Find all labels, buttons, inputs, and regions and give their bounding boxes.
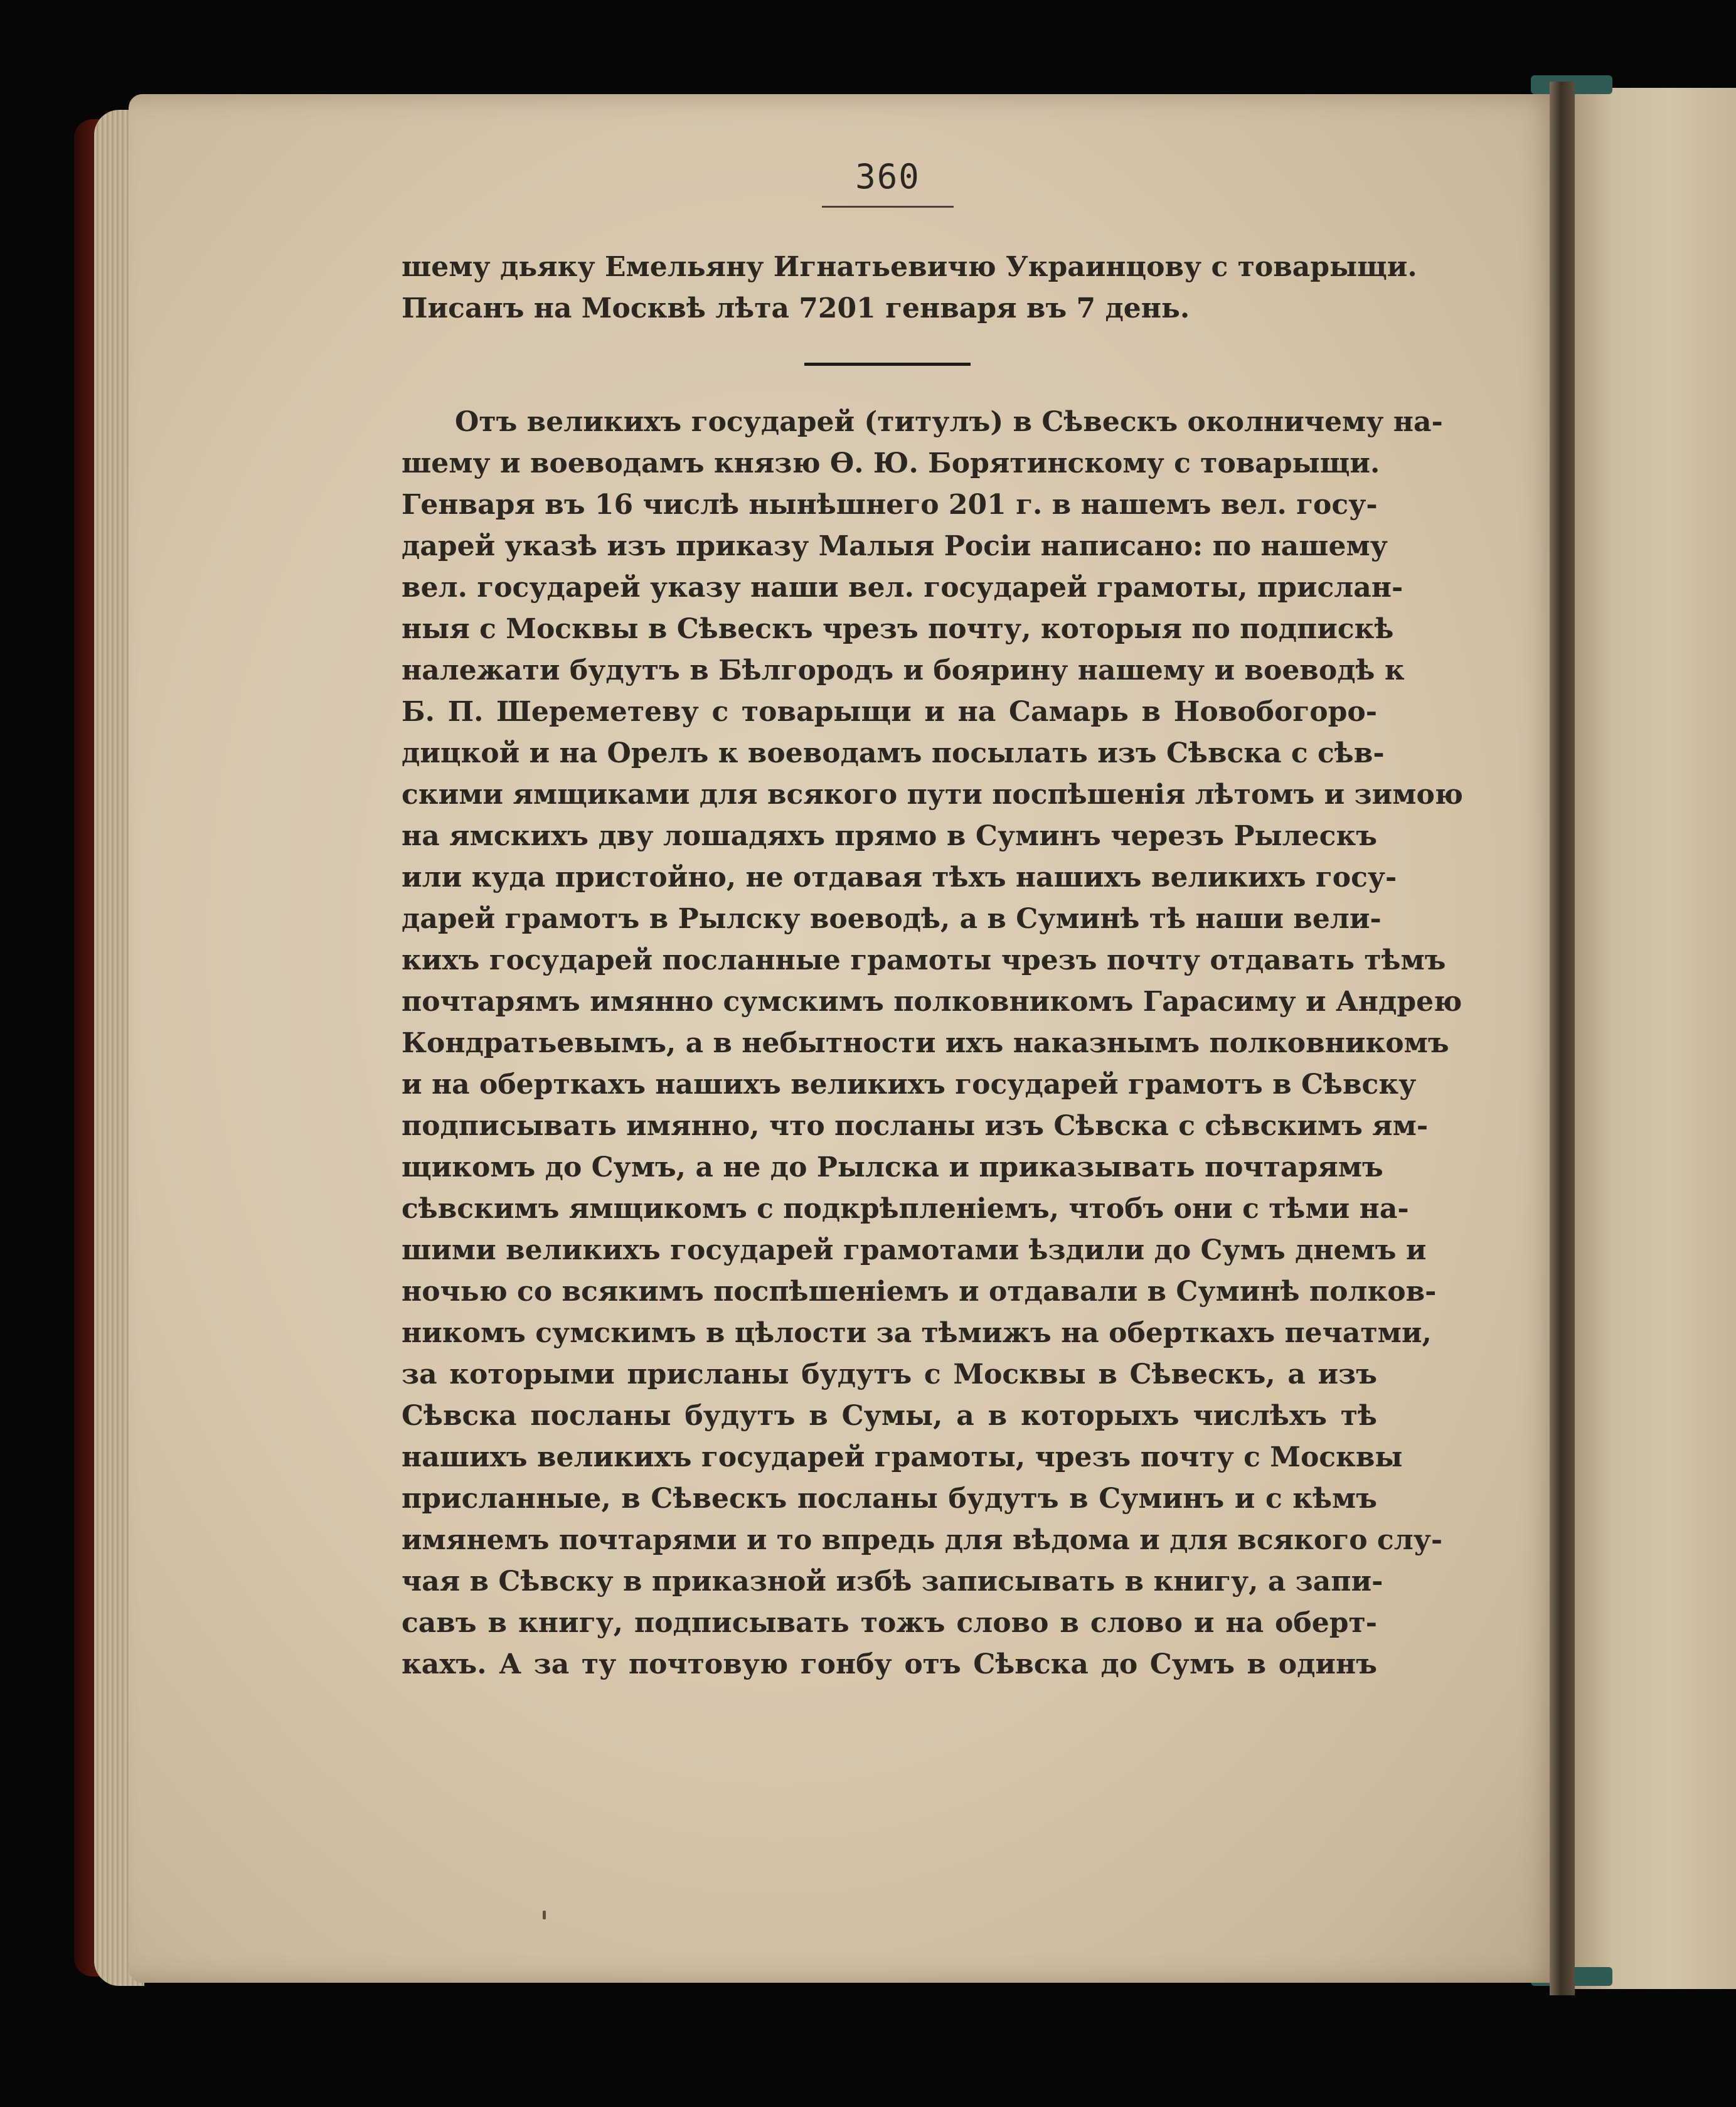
page-number-rule: [822, 206, 954, 208]
text-line: дарей грамотъ в Рылску воеводѣ, а в Суминѣ тѣ наши вели-: [402, 903, 1382, 935]
text-line: или куда пристойно, не отдавая тѣхъ нашихъ великихъ госу-: [402, 861, 1397, 893]
text-line: на ямскихъ дву лошадяхъ прямо в Суминъ черезъ Рылескъ: [402, 820, 1377, 852]
ink-speck: [543, 1911, 546, 1919]
text-line: дицкой и на Орелъ к воеводамъ посылать изъ Сѣвска с сѣв-: [402, 737, 1385, 769]
text-line: шему дьяку Емельяну Игнатьевичю Украинцову с товарыщи.: [402, 251, 1417, 283]
text-line: Генваря въ 16 числѣ нынѣшнего 201 г. в нашемъ вел. госу-: [402, 489, 1378, 521]
text-line: шему и воеводамъ князю Ѳ. Ю. Борятинскому с товарыщи.: [402, 447, 1380, 479]
text-line: Отъ великихъ государей (титулъ) в Сѣвескъ околничему на-: [455, 406, 1443, 438]
page-number: 360: [855, 157, 920, 196]
text-line: Кондратьевымъ, а в небытности ихъ наказнымъ полковникомъ: [402, 1027, 1449, 1059]
section-divider: [804, 363, 971, 366]
text-line: ныя с Москвы в Сѣвескъ чрезъ почту, которыя по подпискѣ: [402, 613, 1394, 645]
text-line: Писанъ на Москвѣ лѣта 7201 генваря въ 7 день.: [402, 292, 1190, 324]
text-line: савъ в книгу, подписывать тожъ слово в слово и на оберт-: [402, 1607, 1377, 1639]
text-line: почтарямъ имянно сумскимъ полковникомъ Гарасиму и Андрею: [402, 986, 1462, 1018]
right-page-sliver: [1572, 88, 1736, 1989]
text-line: за которыми присланы будутъ с Москвы в Сѣвескъ, а изъ: [402, 1358, 1377, 1390]
text-line: подписывать имянно, что посланы изъ Сѣвска с сѣвскимъ ям-: [402, 1110, 1429, 1142]
text-line: ночью со всякимъ поспѣшеніемъ и отдавали в Суминѣ полков-: [402, 1276, 1437, 1308]
text-line: вел. государей указу наши вел. государей грамоты, прислан-: [402, 572, 1403, 604]
text-line: имянемъ почтарями и то впредь для вѣдома и для всякого слу-: [402, 1524, 1443, 1556]
text-line: Сѣвска посланы будутъ в Сумы, а в которыхъ числѣхъ тѣ: [402, 1400, 1377, 1432]
book-gutter: [1550, 82, 1575, 1995]
text-line: дарей указѣ изъ приказу Малыя Росіи написано: по нашему: [402, 530, 1388, 562]
text-line: шими великихъ государей грамотами ѣздили до Сумъ днемъ и: [402, 1234, 1427, 1266]
text-line: и на оберткахъ нашихъ великихъ государей грамотъ в Сѣвску: [402, 1069, 1417, 1101]
text-line: кихъ государей посланные грамоты чрезъ почту отдавать тѣмъ: [402, 944, 1446, 976]
text-line: кахъ. А за ту почтовую гонбу отъ Сѣвска до Сумъ в одинъ: [402, 1648, 1377, 1680]
text-line: нашихъ великихъ государей грамоты, чрезъ почту с Москвы: [402, 1441, 1403, 1473]
text-line: Б. П. Шереметеву с товарыщи и на Самарь в Новобогоро-: [402, 696, 1377, 728]
text-line: скими ямщиками для всякого пути поспѣшенія лѣтомъ и зимою: [402, 779, 1463, 811]
text-line: никомъ сумскимъ в цѣлости за тѣмижъ на оберткахъ печатми,: [402, 1317, 1432, 1349]
text-line: належати будутъ в Бѣлгородъ и боярину нашему и воеводѣ к: [402, 654, 1405, 686]
text-line: щикомъ до Сумъ, а не до Рылска и приказывать почтарямъ: [402, 1151, 1383, 1183]
text-line: чая в Сѣвску в приказной избѣ записывать в книгу, а запи-: [402, 1566, 1383, 1598]
text-line: присланные, в Сѣвескъ посланы будутъ в Суминъ и с кѣмъ: [402, 1483, 1377, 1515]
text-line: сѣвскимъ ямщикомъ с подкрѣпленіемъ, чтобъ они с тѣми на-: [402, 1193, 1409, 1225]
